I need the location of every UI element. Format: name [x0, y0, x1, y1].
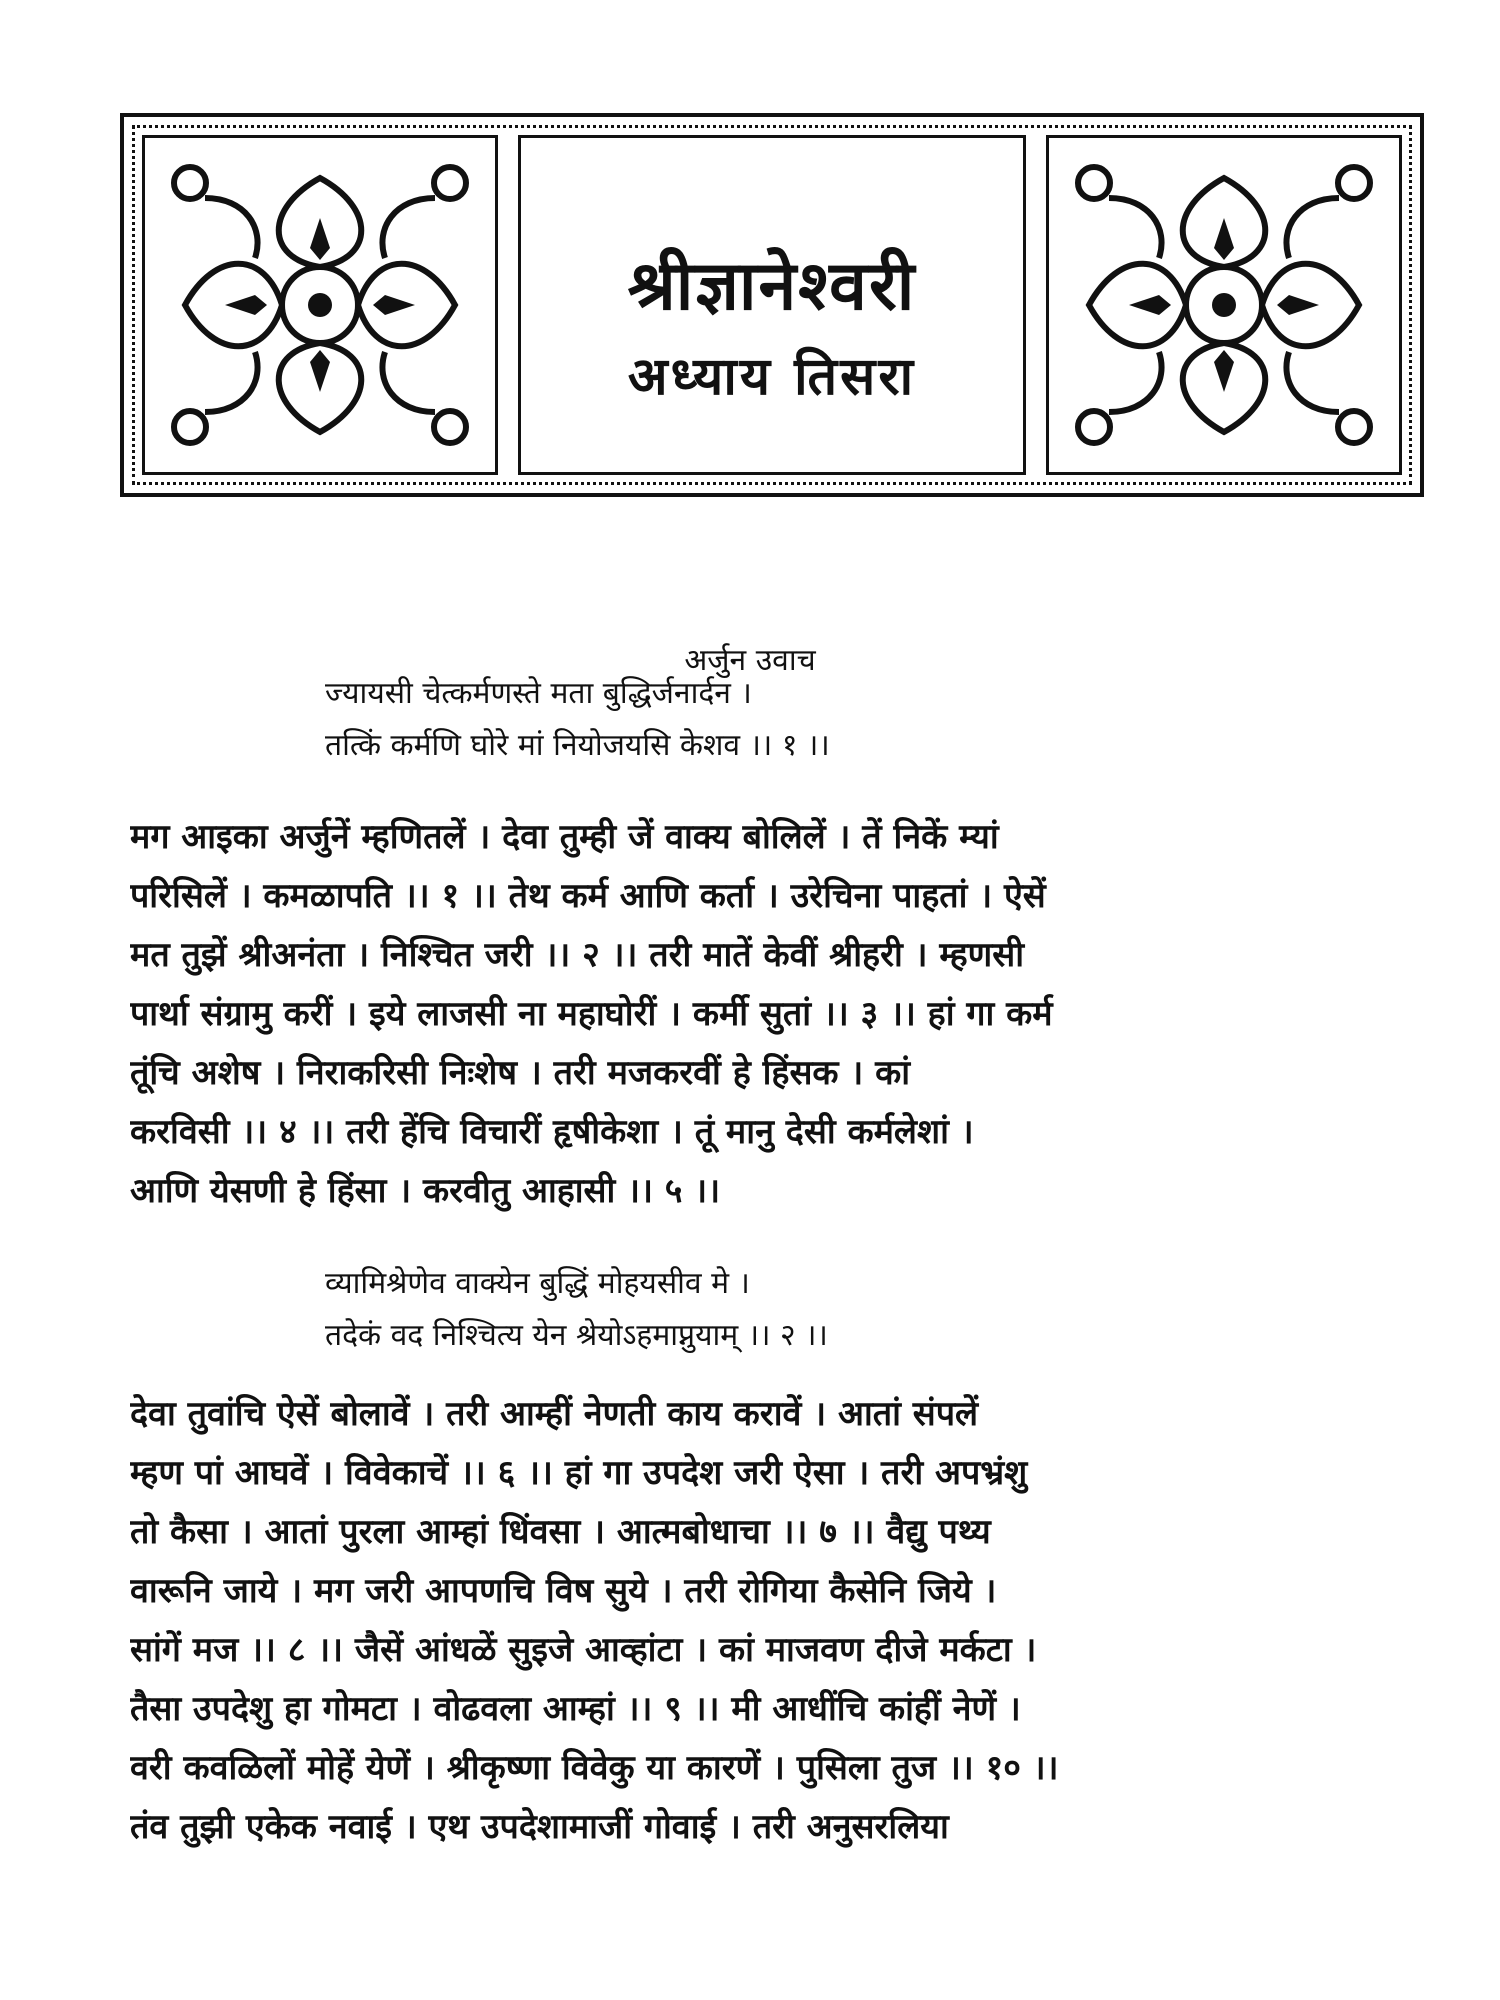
paragraph-line: मग आइका अर्जुनें म्हणितलें । देवा तुम्ही जें वाक्य बोलिलें । तें निकें म्यां [130, 817, 999, 857]
paragraph-line: तैसा उपदेशु हा गोमटा । वोढवला आम्हां ।। ९ ।। मी आधींचि कांहीं नेणें । [130, 1689, 1021, 1729]
paragraph-line: परिसिलें । कमळापति ।। १ ।। तेथ कर्म आणि कर्ता । उरेचिना पाहतां । ऐसें [130, 876, 1046, 916]
floral-ornament-left [142, 135, 498, 475]
verse-line: तत्किं कर्मणि घोरे मां नियोजयसि केशव ।। १ ।। [325, 728, 830, 763]
paragraph-line: तो कैसा । आतां पुरला आम्हां धिंवसा । आत्मबोधाचा ।। ७ ।। वैद्यु पथ्य [130, 1512, 991, 1552]
verse-line: व्यामिश्रेणेव वाक्येन बुद्धिं मोहयसीव मे । [325, 1266, 750, 1301]
paragraph-line: करविसी ।। ४ ।। तरी हेंचि विचारीं हृषीकेशा । तूं मानु देसी कर्मलेशां । [130, 1112, 974, 1152]
title-box [518, 135, 1026, 475]
commentary-paragraph-2 [130, 1385, 1410, 1857]
title-header [120, 113, 1424, 497]
floral-ornament-right [1046, 135, 1402, 475]
paragraph-line: म्हण पां आघवें । विवेकाचें ।। ६ ।। हां गा उपदेश जरी ऐसा । तरी अपभ्रंशु [130, 1453, 1028, 1493]
paragraph-line: सांगें मज ।। ८ ।। जैसें आंधळें सुइजे आव्हांटा । कां माजवण दीजे मर्कटा । [130, 1630, 1037, 1670]
page-title: श्रीज्ञानेश्वरी [627, 247, 917, 326]
floral-ornament-icon [145, 138, 495, 472]
commentary-paragraph-1 [130, 808, 1410, 1221]
chapter-subtitle: अध्याय तिसरा [627, 347, 917, 407]
paragraph-line: वरी कवळिलों मोहें येणें । श्रीकृष्णा विवेकु या कारणें । पुसिला तुज ।। १० ।। [130, 1748, 1059, 1788]
paragraph-line: तंव तुझी एकेक नवाई । एथ उपदेशामाजीं गोवाई । तरी अनुसरलिया [130, 1807, 949, 1847]
paragraph-line: देवा तुवांचि ऐसें बोलावें । तरी आम्हीं नेणती काय करावें । आतां संपलें [130, 1394, 979, 1434]
sanskrit-verse-2 [325, 1258, 1425, 1362]
verse-line: ज्यायसी चेत्कर्मणस्ते मता बुद्धिर्जनार्दन । [325, 676, 752, 711]
paragraph-line: पार्था संग्रामु करीं । इये लाजसी ना महाघोरीं । कर्मी सुतां ।। ३ ।। हां गा कर्म [130, 994, 1053, 1034]
paragraph-line: वारूनि जाये । मग जरी आपणचि विष सुये । तरी रोगिया कैसेनि जिये । [130, 1571, 997, 1611]
floral-ornament-icon [1049, 138, 1399, 472]
paragraph-line: तूंचि अशेष । निराकरिसी निःशेष । तरी मजकरवीं हे हिंसक । कां [130, 1053, 911, 1093]
speaker-heading: अर्जुन उवाच [684, 643, 816, 678]
verse-line: तदेकं वद निश्चित्य येन श्रेयोऽहमाप्नुयाम् ।। २ ।। [325, 1318, 828, 1353]
paragraph-line: मत तुझें श्रीअनंता । निश्चित जरी ।। २ ।। तरी मातें केवीं श्रीहरी । म्हणसी [130, 935, 1025, 975]
sanskrit-verse-1 [325, 668, 1425, 772]
paragraph-line: आणि येसणी हे हिंसा । करवीतु आहासी ।। ५ ।। [130, 1171, 721, 1211]
